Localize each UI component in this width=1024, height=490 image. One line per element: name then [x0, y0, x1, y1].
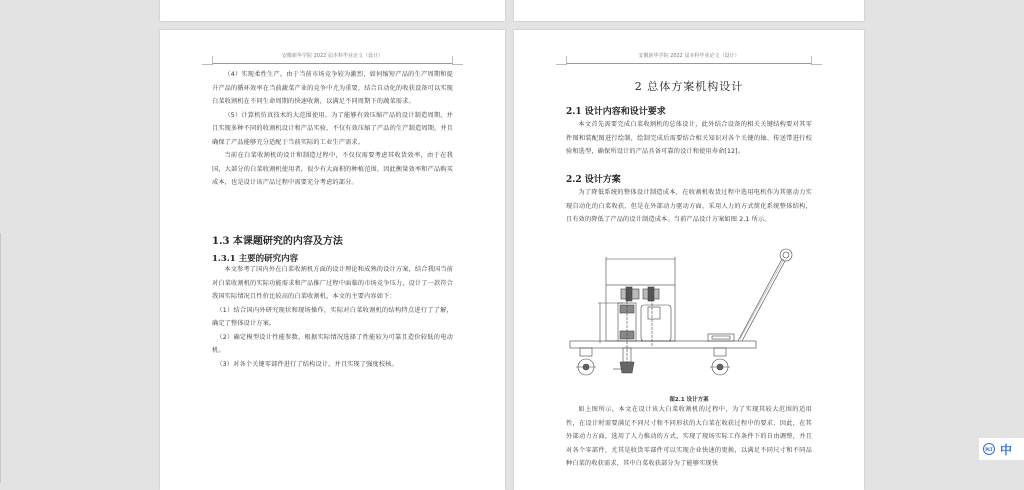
- page-header: 安徽新华学院 2022 届本科毕业论文（设计）: [638, 53, 740, 59]
- list-item: （1）结合国内外研究现状和现场操作，实际对白菜收割机的结构特点进行了了解，确定了整体设计方案。: [212, 306, 453, 327]
- paragraph: 本文参考了国内外在白菜收割机方面的设计理论和成熟的设计方案，结合我国当前对白菜收割机的实际功能需求和产品推广过程中面临的市场竞争压力，设计了一款符合我国实际情况且性价比较高的白菜收割机，本文的主要内容如下：: [212, 266, 453, 300]
- paragraph: （5）计算机仿真技术的大范围使用。为了能够有效压缩产品的设计制造周期，并且实现多种不同的收割机设计和产品实验，不仅有效压缩了产品的生产制造周期，并且确保了产品能够充分适配于当前实际的工业生产需求。: [212, 111, 453, 146]
- paragraph: 本文首先需要完成白菜收割机的总体设计，此外结合设备的相关关键结构要对其零件图和装配图进行绘制，绘制完成后需要结合相关知识对各个关键的轴、传送带进行校验和选型，确保所设计的产品具备可靠的设计和使用寿命[12]。: [566, 121, 812, 155]
- header-rule: [566, 63, 812, 64]
- document-page-left: [160, 30, 505, 490]
- section-heading: 1.3 本课题研究的内容及方法: [212, 236, 343, 247]
- page-body: [212, 68, 453, 190]
- previous-page-right: [514, 0, 864, 21]
- figure-caption-block: [566, 395, 812, 403]
- list-item: （2）确定模型设计性能参数，根据实际情况选择了性能较为可靠且造价较低的电动机。: [212, 333, 453, 354]
- section-2-1: [566, 104, 812, 159]
- chapter-title-block: [566, 78, 812, 94]
- paragraph: 当前在白菜收割机的设计和制造过程中，不仅仅需要考虑其收货效率，由于在我国，大部分的白菜收割机使用者，很少有大面积的种植范围，因此衡量效率和产品购买成本，也是设计该产品过程中需要充分考虑的部分。: [212, 152, 453, 186]
- list-item: （3）对各个关键零部件进行了结构设计，并且实现了强度校核。: [216, 360, 398, 368]
- section-heading: 2.1 设计内容和设计要求: [566, 107, 666, 117]
- subsection-heading: 1.3.1 主要的研究内容: [212, 254, 299, 264]
- header-rule: [212, 63, 453, 64]
- previous-page-left: [160, 0, 505, 21]
- paragraph: 如上图所示，本文在设计该大白菜收割机的过程中，为了实现其较大范围的适用性，在设计时需要满足不同尺寸和不同形状的大白菜在收获过程中的要求，因此，在其外部动力方面，选用了人力推动的方式，实现了现场实际工作条件下的自由调整，并且对各个零部件，尤其是收货零部件可以实现企业快速的更换，以满足不同尺寸和不同品种白菜的收获需求，其中白菜收获部分为了能够实现快: [566, 406, 812, 467]
- figure-caption: 图2.1 设计方案: [669, 397, 709, 403]
- crop-mark: [556, 56, 567, 65]
- translate-icon: PLT: [983, 443, 995, 455]
- crop-mark: [452, 56, 463, 65]
- document-page-right: [514, 30, 864, 490]
- subsection-1-3-1: [212, 252, 453, 371]
- section-1-3: [212, 232, 453, 247]
- paragraph: （4）实现柔性生产。由于当前市场竞争较为激烈，如何缩短产品的生产周期和提升产品的循环效率在当前蔬菜产业的竞争中尤为重要，结合自动化的收获设备可以实现白菜收割机在不同生命周期的快速收割，以满足不同周期下的蔬菜需求。: [212, 71, 453, 105]
- paragraph: 为了降低系统的整体设计制造成本，在收割机收货过程中选用电机作为其驱动力实现自动化的白菜收获，但是在外部动力驱动方面，采用人力的方式简化系统整体结构，且有效的降低了产品的设计制造成本。当前产品设计方案如图 2.1 所示。: [566, 189, 812, 223]
- page-header: 安徽新华学院 2022 届本科毕业论文（设计）: [282, 53, 383, 59]
- section-2-2: [566, 172, 812, 227]
- post-figure-text: [566, 403, 812, 471]
- section-heading: 2.2 设计方案: [566, 175, 621, 185]
- language-toggle-button[interactable]: [979, 438, 1024, 460]
- crop-mark: [202, 56, 213, 65]
- left-scroll-edge: [0, 233, 1, 483]
- chapter-title: 2 总体方案机构设计: [634, 80, 744, 93]
- language-label: 中: [1000, 442, 1013, 457]
- crop-mark: [811, 56, 822, 65]
- design-scheme-figure: [568, 245, 798, 385]
